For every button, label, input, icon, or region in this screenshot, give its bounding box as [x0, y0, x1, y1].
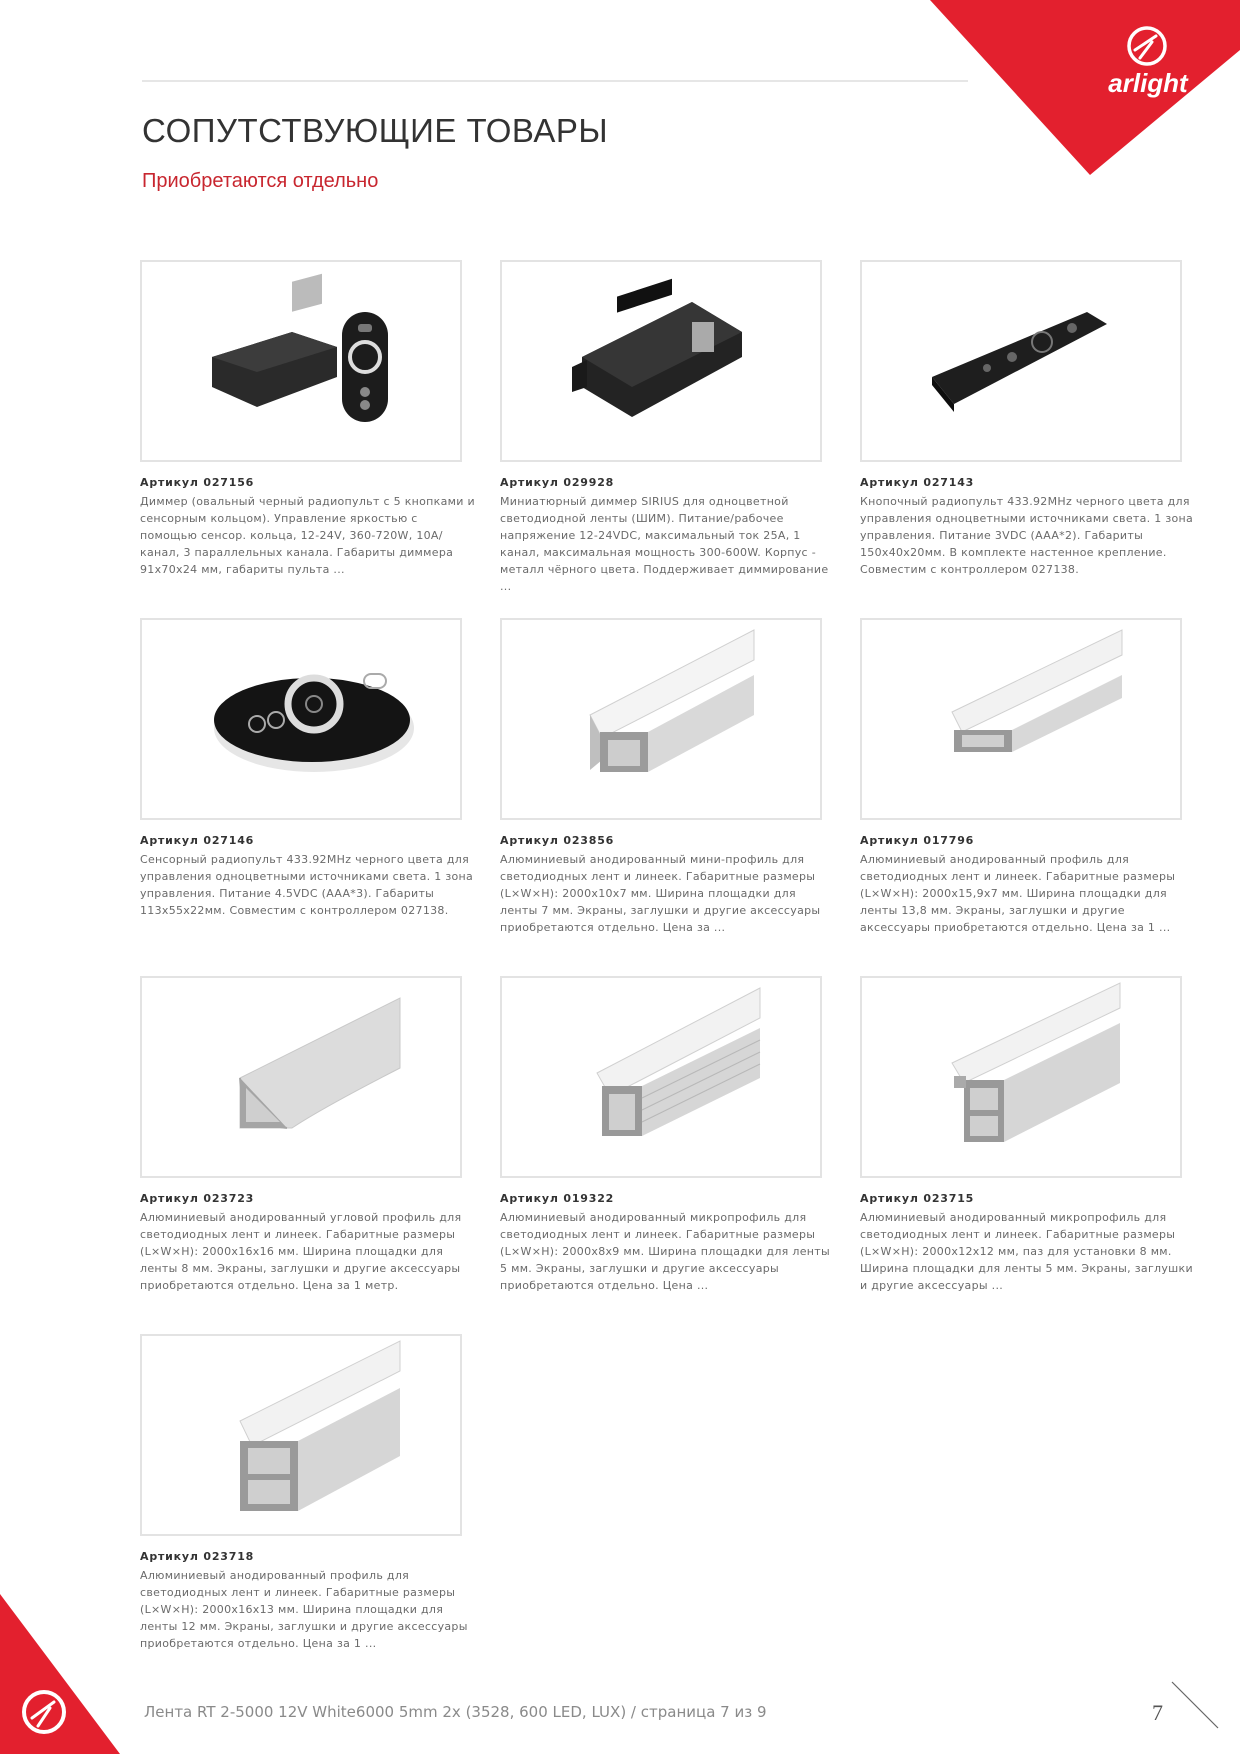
- tall-profile-icon: [142, 1336, 460, 1534]
- product-sku: Артикул 027146: [140, 834, 255, 847]
- product-card[interactable]: [500, 618, 822, 936]
- product-sku: Артикул 027143: [860, 476, 975, 489]
- product-description: Диммер (овальный черный радиопульт с 5 кнопками и сенсорным кольцом). Управление яркостью с помощью сенсор. кольца, 12-24V, 360-720W, 10A/канал, 3 параллельных канала. Габариты диммера 91x70x24 мм, габариты пульта ...: [140, 495, 475, 576]
- product-card[interactable]: [140, 260, 475, 578]
- button-remote-icon: [862, 262, 1180, 460]
- page-title: СОПУТСТВУЮЩИЕ ТОВАРЫ: [142, 112, 609, 149]
- product-image[interactable]: [500, 976, 822, 1178]
- product-image[interactable]: [140, 976, 462, 1178]
- product-description: Сенсорный радиопульт 433.92MHz черного цвета для управления одноцветными источниками света. 1 зона управления. Питание 4.5VDC (AAA*3). Габариты 113x55x22мм. Совместим с контроллером 027138.: [140, 853, 474, 917]
- product-card[interactable]: [500, 976, 830, 1294]
- footer-caption: Лента RT 2-5000 12V White6000 5mm 2x (3528, 600 LED, LUX) / страница 7 из 9: [144, 1703, 767, 1721]
- product-sku: Артикул 023718: [140, 1550, 255, 1563]
- footer-brand-corner: [0, 1594, 120, 1754]
- product-card[interactable]: [860, 260, 1194, 578]
- dimmer-remote-icon: [142, 262, 460, 460]
- flanged-profile-icon: [862, 978, 1180, 1176]
- product-card[interactable]: [860, 618, 1182, 936]
- product-sku: Артикул 029928: [500, 476, 615, 489]
- product-image[interactable]: [140, 618, 462, 820]
- mini-profile-icon: [502, 620, 820, 818]
- product-card[interactable]: [500, 260, 829, 595]
- product-sku: Артикул 017796: [860, 834, 975, 847]
- product-card[interactable]: [140, 618, 474, 919]
- product-description: Алюминиевый анодированный микропрофиль для светодиодных лент и линеек. Габаритные размеры (L×W×H): 2000x12x12 мм, паз для установки 8 мм. Ширина площадки для ленты 5 мм. Экраны, заглушки и другие аксессуары ...: [860, 1211, 1193, 1292]
- product-image[interactable]: [140, 1334, 462, 1536]
- product-description: Алюминиевый анодированный профиль для светодиодных лент и линеек. Габаритные размеры (L×W×H): 2000x16x13 мм. Ширина площадки для ленты 12 мм. Экраны, заглушки и другие аксессуары приобретаются отдельно. Цена за 1 ...: [140, 1569, 468, 1650]
- product-description: Алюминиевый анодированный угловой профиль для светодиодных лент и линеек. Габаритные размеры (L×W×H): 2000x16x16 мм. Ширина площадки для ленты 8 мм. Экраны, заглушки и другие аксессуары приобретаются отдельно. Цена за 1 метр.: [140, 1211, 462, 1292]
- corner-profile-icon: [142, 978, 460, 1176]
- product-description: Алюминиевый анодированный мини-профиль для светодиодных лент и линеек. Габаритные размеры (L×W×H): 2000x10x7 мм. Ширина площадки для ленты 7 мм. Экраны, заглушки и другие аксессуары приобретаются отдельно. Цена за ...: [500, 853, 821, 934]
- top-divider: [142, 80, 968, 82]
- product-sku: Артикул 023715: [860, 1192, 975, 1205]
- page-number-slash: [1170, 1680, 1220, 1730]
- ribbed-profile-icon: [502, 978, 820, 1176]
- product-image[interactable]: [500, 618, 822, 820]
- product-description: Миниатюрный диммер SIRIUS для одноцветной светодиодной ленты (ШИМ). Питание/рабочее напряжение 12-24VDC, максимальный ток 25А, 1 канал, максимальная мощность 300-600W. Корпус - металл чёрного цвета. Поддерживает диммирование ...: [500, 495, 829, 593]
- page-number: 7: [1152, 1700, 1163, 1725]
- page-subtitle: Приобретаются отдельно: [142, 170, 379, 192]
- touch-remote-icon: [142, 620, 460, 818]
- product-sku: Артикул 027156: [140, 476, 255, 489]
- product-description: Алюминиевый анодированный профиль для светодиодных лент и линеек. Габаритные размеры (L×W×H): 2000x15,9x7 мм. Ширина площадки для ленты 13,8 мм. Экраны, заглушки и другие аксессуары приобретаются отдельно. Цена за 1 ...: [860, 853, 1176, 934]
- product-image[interactable]: [140, 260, 462, 462]
- product-description: Кнопочный радиопульт 433.92MHz черного цвета для управления одноцветными источниками света. 1 зона управления. Питание 3VDC (AAA*2). Габариты 150x40x20мм. В комплекте настенное крепление. Совместим с контроллером 027138.: [860, 495, 1194, 576]
- product-image[interactable]: [860, 976, 1182, 1178]
- flat-profile-icon: [862, 620, 1180, 818]
- product-image[interactable]: [860, 618, 1182, 820]
- product-card[interactable]: [860, 976, 1193, 1294]
- product-description: Алюминиевый анодированный микропрофиль для светодиодных лент и линеек. Габаритные размеры (L×W×H): 2000x8x9 мм. Ширина площадки для ленты 5 мм. Экраны, заглушки и другие аксессуары приобретаются отдельно. Цена ...: [500, 1211, 830, 1292]
- product-sku: Артикул 023723: [140, 1192, 255, 1205]
- product-image[interactable]: [500, 260, 822, 462]
- brand-corner-logo: [930, 0, 1240, 180]
- product-sku: Артикул 019322: [500, 1192, 615, 1205]
- product-image[interactable]: [860, 260, 1182, 462]
- product-sku: Артикул 023856: [500, 834, 615, 847]
- product-card[interactable]: [140, 1334, 468, 1652]
- mini-dimmer-icon: [502, 262, 820, 460]
- product-card[interactable]: [140, 976, 462, 1294]
- brand-logo-text: arlight: [1108, 68, 1188, 98]
